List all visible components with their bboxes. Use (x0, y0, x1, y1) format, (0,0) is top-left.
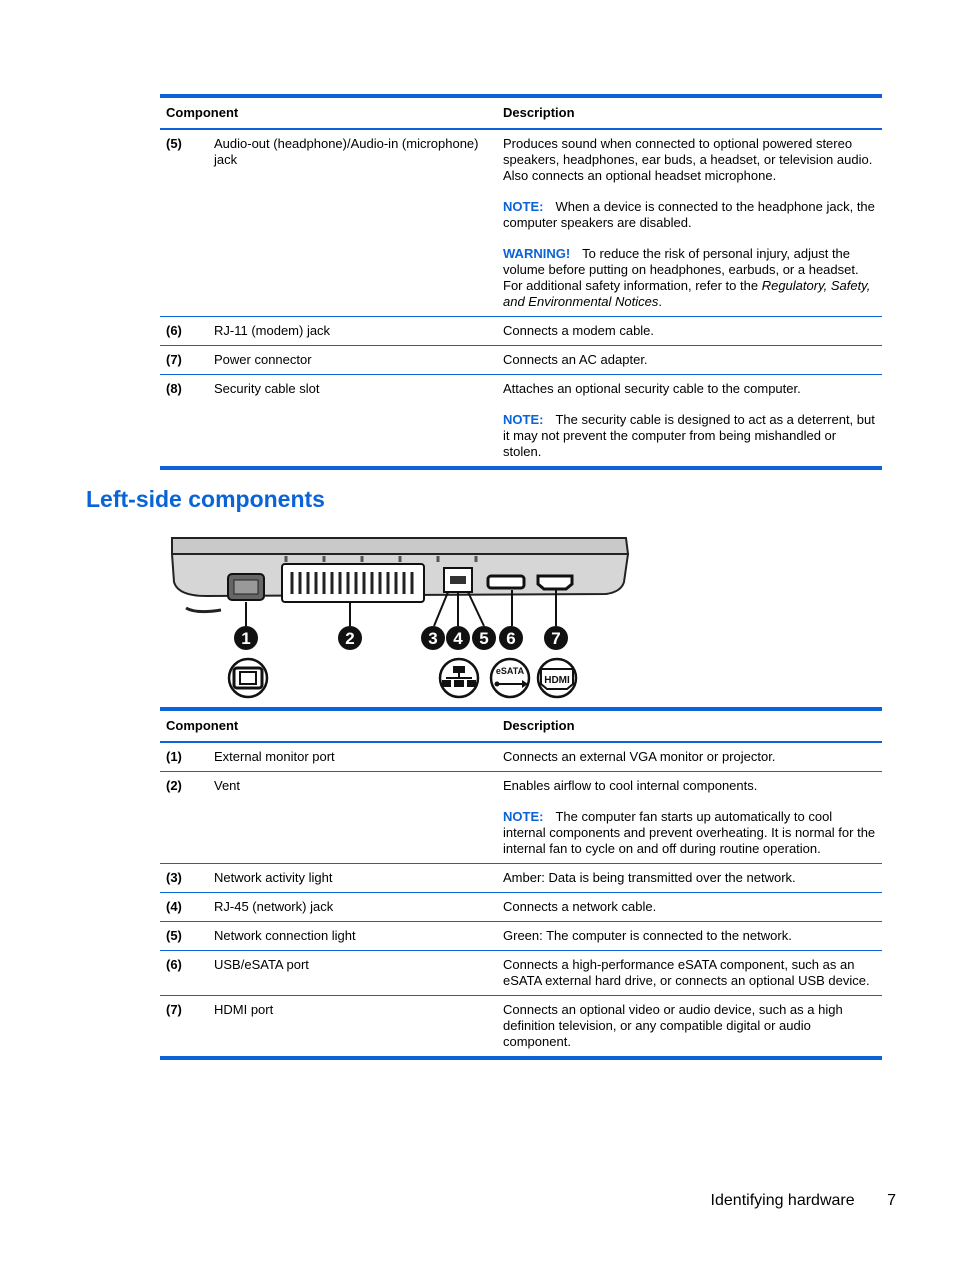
callout-2 (338, 626, 362, 650)
row-number: (7) (166, 352, 182, 367)
warning (503, 246, 876, 310)
footer-section-title: Identifying hardware (710, 1192, 855, 1209)
table-row (160, 772, 882, 864)
row-number: (6) (166, 957, 182, 972)
row-component: Network connection light (214, 928, 356, 943)
row-description: Amber: Data is being transmitted over the network. (503, 870, 796, 885)
callout-7 (544, 626, 568, 650)
row-number: (5) (166, 928, 182, 943)
warning-text: To reduce the risk of personal injury, adjust the volume before putting on headphones, earbuds, or a headset. For additional safety information, refer to the (503, 246, 859, 293)
table-row (160, 346, 882, 375)
section-title: Left-side components (86, 486, 325, 512)
usb-esata-port-graphic (488, 576, 524, 588)
note-label: NOTE: (503, 809, 544, 824)
callout-number: 4 (453, 629, 463, 648)
header-description: Description (497, 709, 882, 742)
description-text: Produces sound when connected to optional powered stereo speakers, headphones, ear buds, a headset, or television audio. Also connects an optional headset microphone. (503, 136, 873, 183)
row-description: Connects an external VGA monitor or projector. (503, 749, 776, 764)
components-table-continued (160, 94, 882, 470)
row-description (497, 375, 882, 469)
description-text: Enables airflow to cool internal components. (503, 778, 758, 793)
hdmi-port-graphic (538, 576, 572, 589)
row-number: (7) (166, 1002, 182, 1017)
callout-number: 7 (551, 629, 561, 648)
note (503, 199, 876, 231)
table-row (160, 742, 882, 772)
row-description (497, 129, 882, 317)
vga-port-graphic (228, 574, 264, 600)
row-component: Security cable slot (214, 381, 320, 396)
header-component: Component (160, 709, 497, 742)
left-side-components-table (160, 707, 882, 1060)
hdmi-icon (538, 659, 576, 697)
callout-5 (472, 626, 496, 650)
table-row (160, 864, 882, 893)
vent-graphic (282, 564, 424, 602)
row-component: RJ-11 (modem) jack (214, 323, 331, 338)
left-side-illustration (166, 532, 636, 707)
callout-4 (446, 626, 470, 650)
warning-end: . (658, 294, 662, 309)
row-component: Audio-out (headphone)/Audio-in (microphone) jack (214, 136, 479, 167)
esata-icon-label: eSATA (495, 666, 525, 676)
table-row (160, 893, 882, 922)
row-description: Connects a high-performance eSATA component, such as an eSATA external hard drive, or connects an optional USB device. (503, 957, 870, 988)
network-port-icon (440, 659, 478, 697)
row-description: Connects an AC adapter. (503, 352, 648, 367)
callout-number: 6 (506, 629, 516, 648)
row-component: Vent (214, 778, 241, 793)
table-row (160, 129, 882, 317)
callout-3 (421, 626, 445, 650)
row-description: Green: The computer is connected to the network. (503, 928, 792, 943)
row-number: (3) (166, 870, 182, 885)
row-description: Connects a modem cable. (503, 323, 655, 338)
row-component: Power connector (214, 352, 312, 367)
row-description: Connects an optional video or audio device, such as a high definition television, or any compatible digital or audio component. (503, 1002, 843, 1049)
description-text: Attaches an optional security cable to the computer. (503, 381, 801, 396)
table-row (160, 996, 882, 1059)
row-component: HDMI port (214, 1002, 274, 1017)
callout-number: 3 (428, 629, 438, 648)
callout-number: 2 (345, 629, 355, 648)
note (503, 412, 876, 460)
hdmi-icon-label: HDMI (544, 675, 570, 686)
monitor-port-icon (229, 659, 267, 697)
callout-6 (499, 626, 523, 650)
header-description: Description (497, 96, 882, 129)
row-description: Connects a network cable. (503, 899, 657, 914)
warning-label: WARNING! (503, 246, 571, 261)
callout-1 (234, 626, 258, 650)
callout-number: 5 (479, 629, 489, 648)
row-number: (1) (166, 749, 182, 764)
table-row (160, 922, 882, 951)
callout-number: 1 (241, 629, 251, 648)
table-header-row (160, 709, 882, 742)
table-row (160, 375, 882, 469)
row-number: (6) (166, 323, 182, 338)
note-text: When a device is connected to the headphone jack, the computer speakers are disabled. (503, 199, 875, 230)
row-number: (8) (166, 381, 182, 396)
note (503, 809, 876, 857)
header-component: Component (160, 96, 497, 129)
table-row (160, 951, 882, 996)
note-label: NOTE: (503, 199, 544, 214)
row-component: Network activity light (214, 870, 333, 885)
note-text: The computer fan starts up automatically to cool internal components and prevent overheating. It is normal for the internal fan to cycle on and off during routine operation. (503, 809, 876, 856)
row-number: (4) (166, 899, 182, 914)
row-description (497, 772, 882, 864)
row-number: (2) (166, 778, 182, 793)
rj45-port-graphic (444, 568, 472, 592)
laptop-left-side-drawing (166, 532, 636, 702)
row-component: RJ-45 (network) jack (214, 899, 334, 914)
esata-usb-icon (491, 659, 529, 697)
row-number: (5) (166, 136, 182, 151)
page-number: 7 (887, 1192, 896, 1209)
table-header-row (160, 96, 882, 129)
table-row (160, 317, 882, 346)
warning-doc-title: Regulatory, Safety, and Environmental Notices (503, 278, 871, 309)
row-component: USB/eSATA port (214, 957, 309, 972)
note-text: The security cable is designed to act as a deterrent, but it may not prevent the computer from being mishandled or stolen. (503, 412, 875, 459)
row-component: External monitor port (214, 749, 335, 764)
page-footer (711, 1192, 896, 1210)
note-label: NOTE: (503, 412, 544, 427)
